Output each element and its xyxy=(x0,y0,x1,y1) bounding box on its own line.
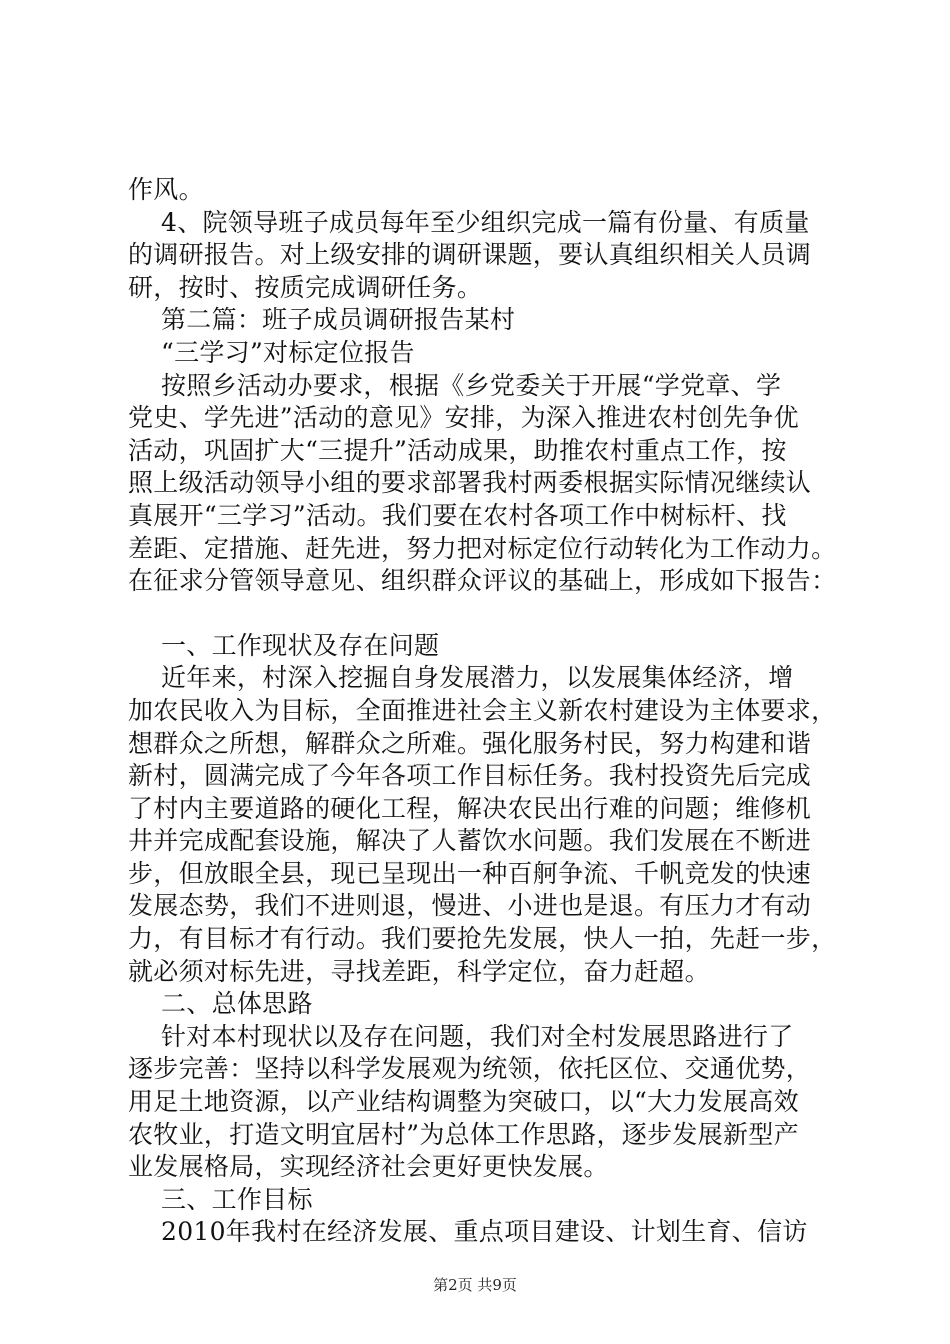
text-line: 想群众之所想，解群众之所难。强化服务村民，努力构建和谐 xyxy=(128,728,812,758)
text-line: 发展态势，我们不进则退，慢进、小进也是退。有压力才有动 xyxy=(128,891,812,921)
document-body xyxy=(128,174,840,1249)
page-number-footer: 第2页 共9页 xyxy=(433,1276,517,1294)
section-heading-overall-approach: 二、总体思路 xyxy=(128,989,313,1019)
text-line: 农牧业，打造文明宜居村”为总体工作思路，逐步发展新型产 xyxy=(128,1119,799,1149)
text-line: 步，但放眼全县，现已呈现出一种百舸争流、千帆竞发的快速 xyxy=(128,858,812,888)
text-line: 照上级活动领导小组的要求部署我村两委根据实际情况继续认 xyxy=(128,468,812,498)
text-line: 针对本村现状以及存在问题，我们对全村发展思路进行了 xyxy=(128,1021,794,1051)
text-line: 4、院领导班子成员每年至少组织完成一篇有份量、有质量 xyxy=(128,207,810,237)
text-line: 作风。 xyxy=(128,175,204,204)
text-line: 在征求分管领导意见、组织群众评议的基础上，形成如下报告： xyxy=(128,566,837,596)
text-line: 差距、定措施、赶先进，努力把对标定位行动转化为工作动力。 xyxy=(128,533,837,563)
report-title: “三学习”对标定位报告 xyxy=(128,337,415,367)
text-line: 就必须对标先进，寻找差距，科学定位，奋力赶超。 xyxy=(128,956,710,986)
text-line: 活动，巩固扩大“三提升”活动成果，助推农村重点工作，按 xyxy=(128,435,787,465)
section-heading-current-status: 一、工作现状及存在问题 xyxy=(128,630,440,660)
text-line: 逐步完善：坚持以科学发展观为统领，依托区位、交通优势， xyxy=(128,1054,812,1084)
text-line: 用足土地资源，以产业结构调整为突破口，以“大力发展高效 xyxy=(128,1087,799,1117)
text-line: 的调研报告。对上级安排的调研课题，要认真组织相关人员调 xyxy=(128,240,812,270)
text-line: 真展开“三学习”活动。我们要在农村各项工作中树标杆、找 xyxy=(128,500,787,530)
text-line: 研，按时、按质完成调研任务。 xyxy=(128,272,483,302)
text-line: 党史、学先进”活动的意见》安排，为深入推进农村创先争优 xyxy=(128,403,799,433)
text-line: 近年来，村深入挖掘自身发展潜力，以发展集体经济，增 xyxy=(128,663,794,693)
text-line: 新村，圆满完成了今年各项工作目标任务。我村投资先后完成 xyxy=(128,761,812,791)
text-line: 加农民收入为目标，全面推进社会主义新农村建设为主体要求， xyxy=(128,695,837,725)
text-line: 了村内主要道路的硬化工程，解决农民出行难的问题；维修机 xyxy=(128,793,812,823)
text-line: 2010年我村在经济发展、重点项目建设、计划生育、信访 xyxy=(128,1217,808,1247)
section-heading-second-article: 第二篇：班子成员调研报告某村 xyxy=(128,305,516,335)
section-heading-work-goals: 三、工作目标 xyxy=(128,1184,313,1214)
text-line: 业发展格局，实现经济社会更好更快发展。 xyxy=(128,1152,609,1182)
text-line: 按照乡活动办要求，根据《乡党委关于开展“学党章、学 xyxy=(128,370,782,400)
text-line: 力，有目标才有行动。我们要抢先发展，快人一拍，先赶一步， xyxy=(128,924,837,954)
text-line: 井并完成配套设施，解决了人蓄饮水问题。我们发展在不断进 xyxy=(128,826,812,856)
